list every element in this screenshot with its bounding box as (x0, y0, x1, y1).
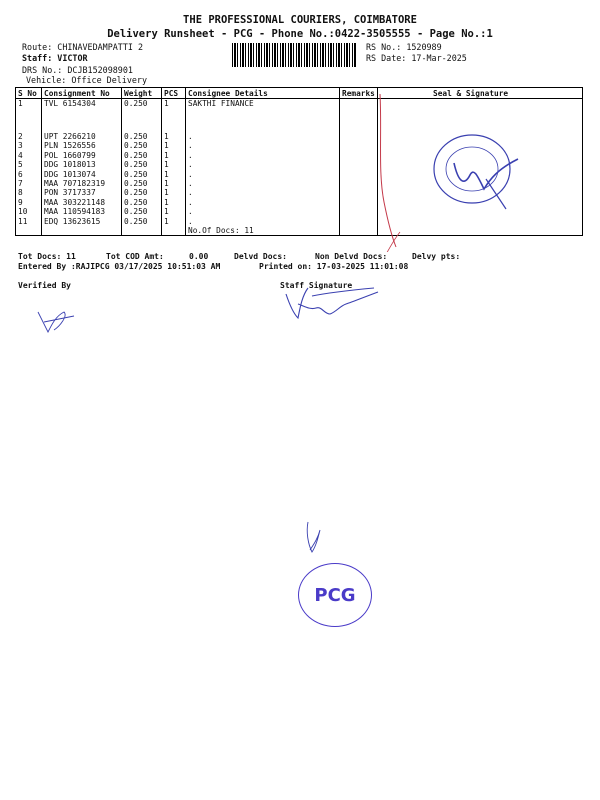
col-sno: S No (16, 88, 42, 99)
entered-by: Entered By :RAJIPCG 03/17/2025 10:51:03 AM (18, 262, 221, 271)
rs-no-label: RS No.: 1520989 (366, 42, 442, 52)
table-row: 7 MAA 707182319 0.250 1 . (16, 179, 583, 188)
drs-label: DRS No.: DCJB152098901 (22, 65, 133, 75)
col-seal: Seal & Signature (378, 88, 583, 99)
pen-mark-icon (370, 92, 410, 252)
table-row: 11 EDQ 13623615 0.250 1 . (16, 217, 583, 226)
route-label: Route: CHINAVEDAMPATTI 2 (22, 42, 144, 52)
vehicle-label: Vehicle: Office Delivery (26, 75, 148, 85)
non-delvd-docs: Non Delvd Docs: (315, 252, 388, 261)
no-of-docs: No.Of Docs: 11 (186, 226, 340, 236)
col-remarks: Remarks (340, 88, 378, 99)
company-title: THE PROFESSIONAL COURIERS, COIMBATORE (183, 14, 417, 26)
rs-date-label: RS Date: 17-Mar-2025 (366, 53, 467, 63)
col-weight: Weight (122, 88, 162, 99)
runsheet-subtitle: Delivery Runsheet - PCG - Phone No.:0422-3505555 - Page No.:1 (107, 28, 493, 40)
table-row: 6 DDG 1013074 0.250 1 . (16, 170, 583, 179)
table-row: 1 TVL 6154304 0.250 1 SAKTHI FINANCE (16, 99, 583, 133)
tot-cod-label: Tot COD Amt: (106, 252, 164, 261)
table-row: 8 PON 3717337 0.250 1 . (16, 188, 583, 197)
staff-signature-icon (282, 284, 382, 324)
staff-signature-label: Staff Signature (280, 281, 353, 290)
col-consignee: Consignee Details (186, 88, 340, 99)
barcode (232, 43, 356, 67)
pcg-signature-icon (300, 520, 330, 556)
col-consignment: Consignment No (42, 88, 122, 99)
table-row: 4 POL 1660799 0.250 1 . (16, 151, 583, 160)
company-seal-icon (428, 129, 522, 213)
col-pcs: PCS (162, 88, 186, 99)
tot-cod-value: 0.00 (189, 252, 209, 261)
tot-docs: Tot Docs: 11 (18, 252, 76, 261)
staff-label: Staff: VICTOR (22, 53, 88, 63)
delvy-pts: Delvy pts: (412, 252, 461, 261)
pcg-stamp: PCG (298, 563, 372, 627)
table-header-row (16, 88, 583, 99)
table-row: 10 MAA 110594183 0.250 1 . (16, 207, 583, 216)
printed-on: Printed on: 17-03-2025 11:01:08 (259, 262, 409, 271)
verified-by-label: Verified By (18, 281, 71, 290)
table-row: 9 MAA 303221148 0.250 1 . (16, 198, 583, 207)
delvd-docs: Delvd Docs: (234, 252, 287, 261)
table-row (16, 226, 583, 236)
table-row: 2 UPT 2266210 0.250 1 . (16, 132, 583, 141)
table-row: 3 PLN 1526556 0.250 1 . (16, 141, 583, 150)
verified-signature-icon (34, 306, 78, 336)
table-row: 5 DDG 1018013 0.250 1 . (16, 160, 583, 169)
